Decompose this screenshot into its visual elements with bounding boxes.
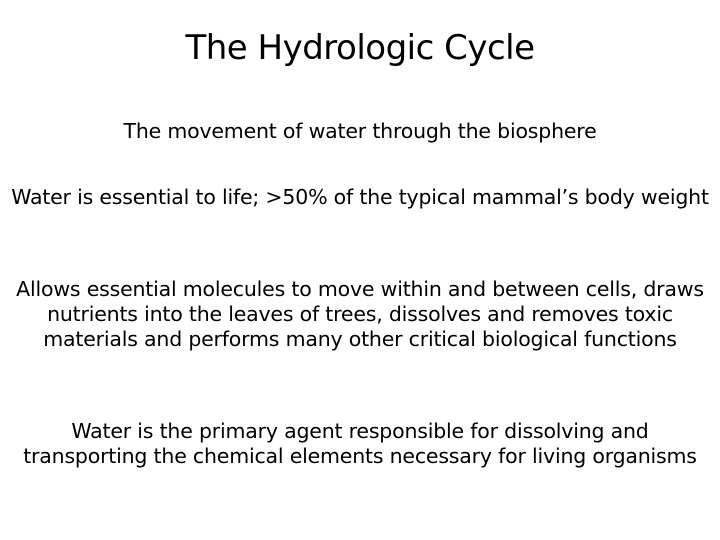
paragraph-primary-agent: Water is the primary agent responsible for dissolving and transporting the chemical elements necessary for living organisms [23,419,697,468]
paragraph-essential-molecules: Allows essential molecules to move within and between cells, draws nutrients into the leaves of trees, dissolves and removes toxic materials and performs many other critical biological functions [16,277,704,351]
paragraph-movement-of-water: The movement of water through the biosphere [123,119,597,143]
slide-title: The Hydrologic Cycle [185,28,535,68]
paragraph-essential-to-life: Water is essential to life; >50% of the typical mammal’s body weight [11,185,709,209]
